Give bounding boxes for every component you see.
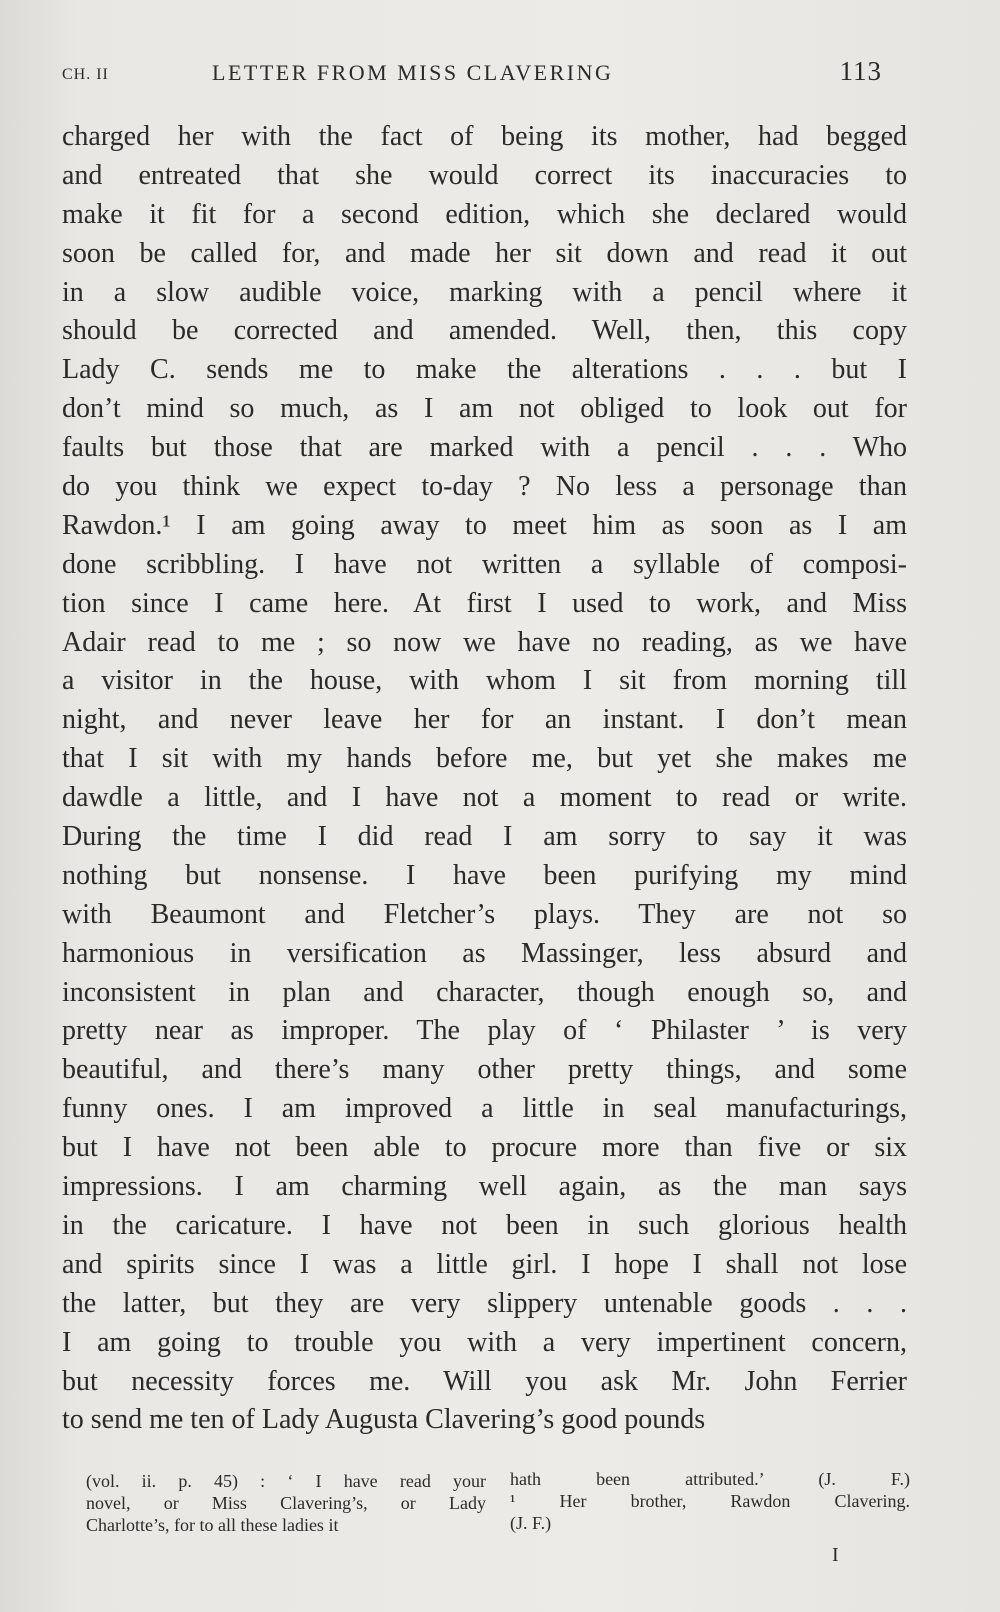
footnote-line: (J. F.) (510, 1513, 552, 1533)
text-line: done scribbling. I have not written a syllable of composi- (62, 548, 907, 580)
text-line: faults but those that are marked with a pencil . . . Who (62, 432, 907, 464)
text-line: nothing but nonsense. I have been purifying my mind (62, 859, 907, 891)
page-number: 113 (839, 56, 882, 86)
footnote-line: Charlotte’s, for to all these ladies it (86, 1515, 339, 1535)
running-title: LETTER FROM MISS CLAVERING (212, 60, 614, 85)
text-line: harmonious in versification as Massinger, less absurd and (62, 937, 907, 969)
text-line: and spirits since I was a little girl. I hope I shall not lose (62, 1248, 907, 1280)
text-line: night, and never leave her for an instant. I don’t mean (62, 704, 907, 736)
text-line: Rawdon.¹ I am going away to meet him as soon as I am (62, 509, 907, 541)
text-line: Adair read to me ; so now we have no reading, as we have (62, 626, 907, 658)
text-line: beautiful, and there’s many other pretty things, and some (62, 1054, 907, 1086)
footnote-line: hath been attributed.’ (J. F.) (510, 1469, 910, 1489)
footnote-line: novel, or Miss Clavering’s, or Lady (86, 1493, 486, 1513)
text-line: I am going to trouble you with a very impertinent concern, (62, 1326, 907, 1358)
footnote-line: (vol. ii. p. 45) : ‘ I have read your (86, 1471, 486, 1491)
text-line: Lady C. sends me to make the alterations . . . but I (62, 354, 907, 386)
text-line: but necessity forces me. Will you ask Mr. John Ferrier (62, 1365, 907, 1397)
text-line: make it fit for a second edition, which she declared would (62, 198, 907, 230)
footnotes (86, 1470, 908, 1540)
text-line: tion since I came here. At first I used to work, and Miss (62, 587, 907, 619)
footnote-column-right (510, 1468, 910, 1534)
text-line: a visitor in the house, with whom I sit from morning till (62, 665, 907, 697)
text-line: in the caricature. I have not been in such glorious health (62, 1209, 907, 1241)
text-line: and entreated that she would correct its inaccuracies to (62, 159, 907, 191)
text-line: don’t mind so much, as I am not obliged to look out for (62, 393, 907, 425)
text-line: pretty near as improper. The play of ‘ Philaster ’ is very (62, 1015, 907, 1047)
text-line: to send me ten of Lady Augusta Clavering’s good pounds (62, 1404, 706, 1436)
text-line: funny ones. I am improved a little in seal manufacturings, (62, 1093, 907, 1125)
text-line: do you think we expect to-day ? No less a personage than (62, 471, 907, 503)
signature-mark: I (832, 1544, 839, 1566)
text-line: but I have not been able to procure more than five or six (62, 1132, 907, 1164)
text-line: that I sit with my hands before me, but yet she makes me (62, 743, 907, 775)
text-line: soon be called for, and made her sit down and read it out (62, 237, 907, 269)
text-line: During the time I did read I am sorry to say it was (62, 821, 907, 853)
text-line: impressions. I am charming well again, as the man says (62, 1171, 907, 1203)
footnote-column-left (86, 1470, 486, 1536)
text-line: should be corrected and amended. Well, then, this copy (62, 315, 907, 347)
footnote-line: ¹ Her brother, Rawdon Clavering. (510, 1491, 910, 1511)
text-line: dawdle a little, and I have not a moment to read or write. (62, 782, 907, 814)
text-line: inconsistent in plan and character, though enough so, and (62, 976, 907, 1008)
text-line: the latter, but they are very slippery untenable goods . . . (62, 1287, 907, 1319)
chapter-label: CH. II (62, 66, 109, 83)
text-line: with Beaumont and Fletcher’s plays. They are not so (62, 898, 907, 930)
text-line: in a slow audible voice, marking with a pencil where it (62, 276, 907, 308)
body-text (62, 118, 907, 1440)
text-line: charged her with the fact of being its mother, had begged (62, 121, 907, 152)
running-header (62, 56, 882, 96)
